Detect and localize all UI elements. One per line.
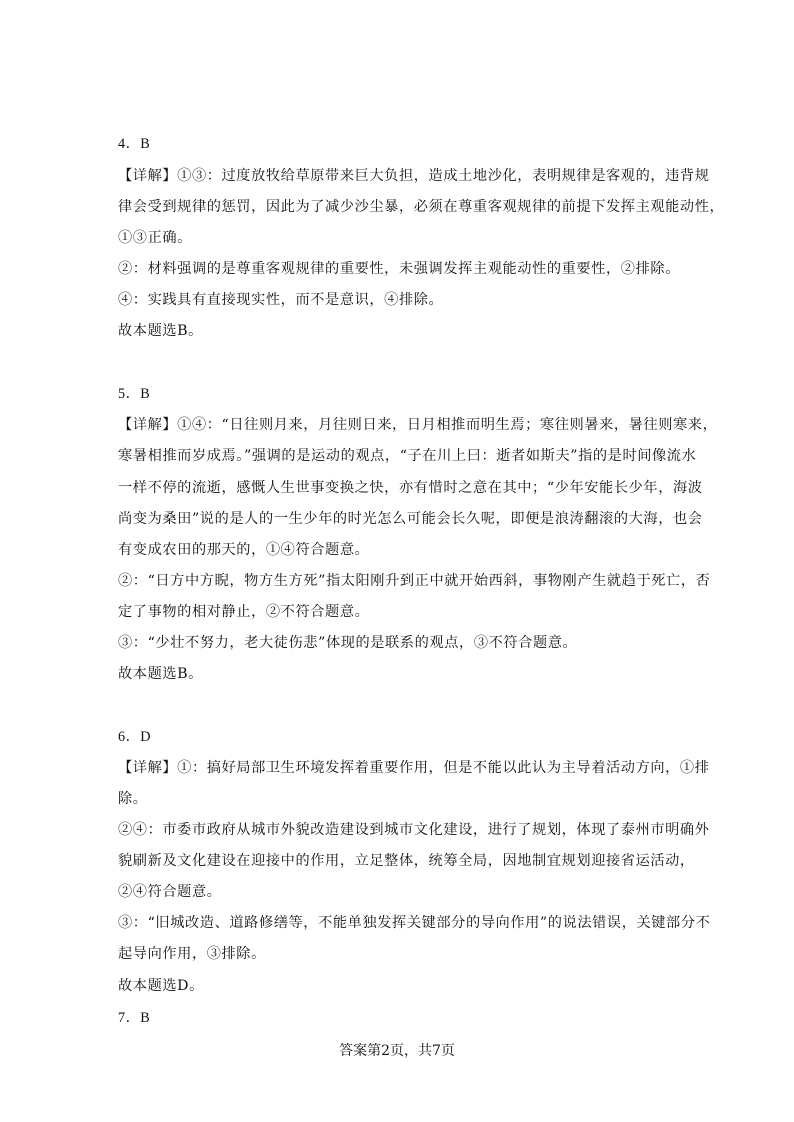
answer-text-line: 【详解】①：搞好局部卫生环境发挥着重要作用，但是不能以此认为主导着活动方向，①排 bbox=[118, 760, 710, 776]
answer-conclusion: 故本题选B。 bbox=[118, 323, 203, 339]
answer-text-line: ②④：市委市政府从城市外貌改造建设到城市文化建设，进行了规划，体现了泰州市明确外 bbox=[118, 822, 710, 838]
answer-text-line: 貌刷新及文化建设在迎接中的作用，立足整体，统筹全局，因地制宜规划迎接省运活动， bbox=[118, 853, 695, 869]
answer-conclusion: 故本题选B。 bbox=[118, 666, 203, 682]
answer-text-line: 除。 bbox=[118, 791, 148, 807]
answer-text-line: ②④符合题意。 bbox=[118, 884, 222, 900]
answer-conclusion: 故本题选D。 bbox=[118, 978, 204, 994]
answer-text-line: 尚变为桑田”说的是人的一生少年的时光怎么可能会长久呢，即便是浪涛翻滚的大海，也会 bbox=[118, 511, 703, 527]
answer-text-line: ③：“少壮不努力，老大徒伤悲”体现的是联系的观点，③不符合题意。 bbox=[118, 635, 578, 651]
question-number: 4．B bbox=[118, 136, 151, 152]
answer-text-line: 【详解】①④：“日往则月来，月往则日来，日月相推而明生焉；寒往则暑来，暑往则寒来， bbox=[118, 417, 718, 433]
answer-text-line: 律会受到规律的惩罚，因此为了减少沙尘暴，必须在尊重客观规律的前提下发挥主观能动性， bbox=[118, 199, 725, 215]
answer-text-line: 寒暑相推而岁成焉。”强调的是运动的观点，“子在川上曰：逝者如斯夫”指的是时间像流水 bbox=[118, 448, 697, 464]
question-number: 5．B bbox=[118, 386, 151, 402]
answer-text-line: ④：实践具有直接现实性，而不是意识，④排除。 bbox=[118, 292, 444, 308]
answer-text-line: ②：“日方中方睨，物方生方死”指太阳刚升到正中就开始西斜，事物刚产生就趋于死亡，否 bbox=[118, 573, 711, 589]
answer-text-line: ②：材料强调的是尊重客观规律的重要性，未强调发挥主观能动性的重要性，②排除。 bbox=[118, 261, 680, 277]
answer-text-line: ①③正确。 bbox=[118, 230, 192, 246]
question-number: 6．D bbox=[118, 729, 152, 745]
answer-text-line: 【详解】①③：过度放牧给草原带来巨大负担，造成土地沙化，表明规律是客观的，违背规 bbox=[118, 168, 710, 184]
answer-text-line: 起导向作用，③排除。 bbox=[118, 946, 266, 962]
page-footer: 答案第2页，共7页 bbox=[339, 1043, 455, 1059]
answer-text-line: 有变成农田的那天的，①④符合题意。 bbox=[118, 542, 370, 558]
answer-text-line: 定了事物的相对静止，②不符合题意。 bbox=[118, 604, 370, 620]
answer-text-line: 一样不停的流逝，感慨人生世事变换之快，亦有惜时之意在其中；“少年安能长少年，海波 bbox=[118, 480, 703, 496]
answer-text-line: ③：“旧城改造、道路修缮等，不能单独发挥关键部分的导向作用”的说法错误，关键部分不 bbox=[118, 915, 711, 931]
question-number: 7．B bbox=[118, 1010, 151, 1026]
